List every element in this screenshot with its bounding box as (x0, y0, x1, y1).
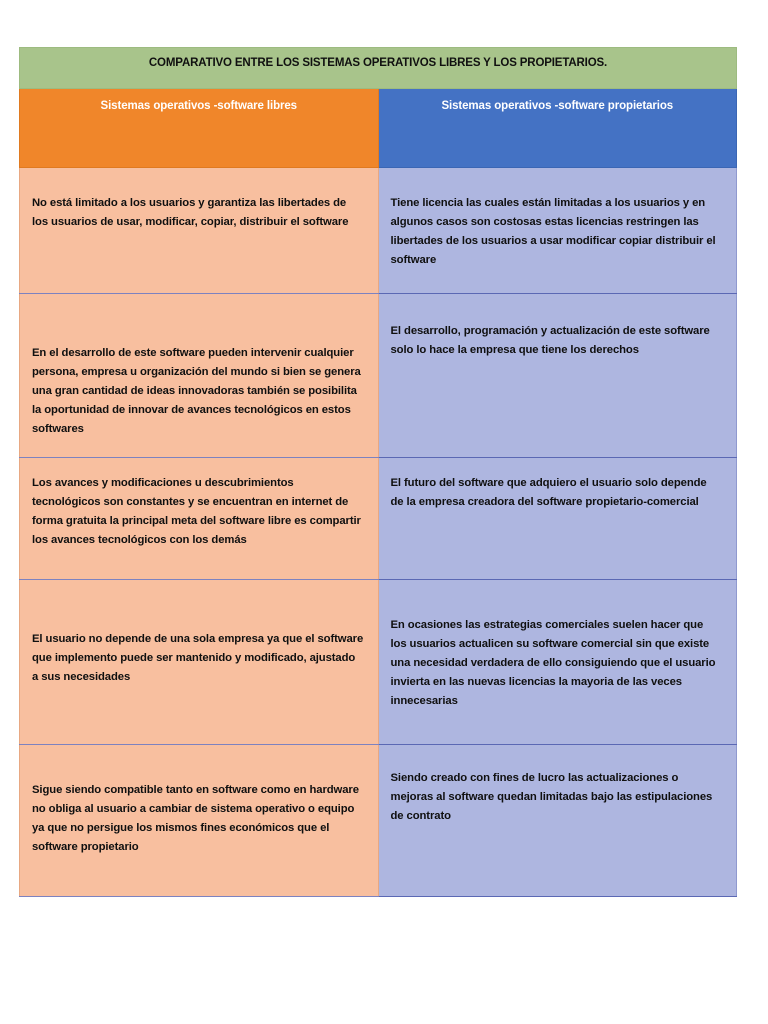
table-title-cell (20, 48, 737, 89)
header-label-free-software: Sistemas operativos -software libres (100, 100, 297, 112)
cell-free-software (20, 745, 379, 897)
comparison-table (19, 47, 737, 897)
cell-text: El futuro del software que adquiero el usuario solo depende de la empresa creadora del software propietario-comercial (390, 477, 707, 508)
cell-text: Siendo creado con fines de lucro las actualizaciones o mejoras al software quedan limitadas bajo las estipulaciones de contrato (390, 772, 713, 822)
header-label-proprietary-software: Sistemas operativos -software propietarios (441, 100, 674, 112)
cell-text: No está limitado a los usuarios y garantiza las libertades de los usuarios de usar, modificar, copiar, distribuir el software (32, 197, 349, 228)
table-title-row (20, 48, 737, 89)
cell-text: En ocasiones las estrategias comerciales suelen hacer que los usuarios actualicen su software comercial sin que existe una necesidad verdadera de ello consiguiendo que el usuario invierta en las nuevas licencias la mayoria de las veces innecesarias (390, 619, 716, 707)
cell-text: En el desarrollo de este software pueden intervenir cualquier persona, empresa u organización del mundo si bien se genera una gran cantidad de ideas innovadoras también se posibilita la oportunidad de innovar de avances tecnológicos en estos softwares (32, 347, 361, 435)
cell-proprietary-software (378, 168, 737, 294)
table-row (20, 294, 737, 458)
cell-free-software (20, 168, 379, 294)
cell-text: Los avances y modificaciones u descubrimientos tecnológicos son constantes y se encuentran en internet de forma gratuita la principal meta del software libre es compartir los avances tecnológicos con los demás (32, 477, 361, 546)
cell-proprietary-software (378, 745, 737, 897)
header-cell-free-software (20, 89, 379, 168)
header-cell-proprietary-software (378, 89, 737, 168)
table-title-text: COMPARATIVO ENTRE LOS SISTEMAS OPERATIVOS LIBRES Y LOS PROPIETARIOS. (148, 57, 608, 69)
cell-free-software (20, 458, 379, 580)
cell-proprietary-software (378, 294, 737, 458)
table-row (20, 458, 737, 580)
table-row (20, 168, 737, 294)
cell-free-software (20, 294, 379, 458)
table-row (20, 580, 737, 745)
cell-text: El desarrollo, programación y actualización de este software solo lo hace la empresa que tiene los derechos (390, 325, 710, 356)
cell-free-software (20, 580, 379, 745)
table-row (20, 745, 737, 897)
table-header-row (20, 89, 737, 168)
cell-text: El usuario no depende de una sola empresa ya que el software que implemento puede ser mantenido y modificado, ajustado a sus necesidades (32, 633, 364, 683)
cell-proprietary-software (378, 580, 737, 745)
cell-text: Sigue siendo compatible tanto en software como en hardware no obliga al usuario a cambiar de sistema operativo o equipo ya que no persigue los mismos fines económicos que el software propietario (32, 784, 359, 853)
cell-text: Tiene licencia las cuales están limitadas a los usuarios y en algunos casos son costosas estas licencias restringen las libertades de los usuarios a usar modificar copiar distribuir el software (390, 197, 716, 266)
cell-proprietary-software (378, 458, 737, 580)
